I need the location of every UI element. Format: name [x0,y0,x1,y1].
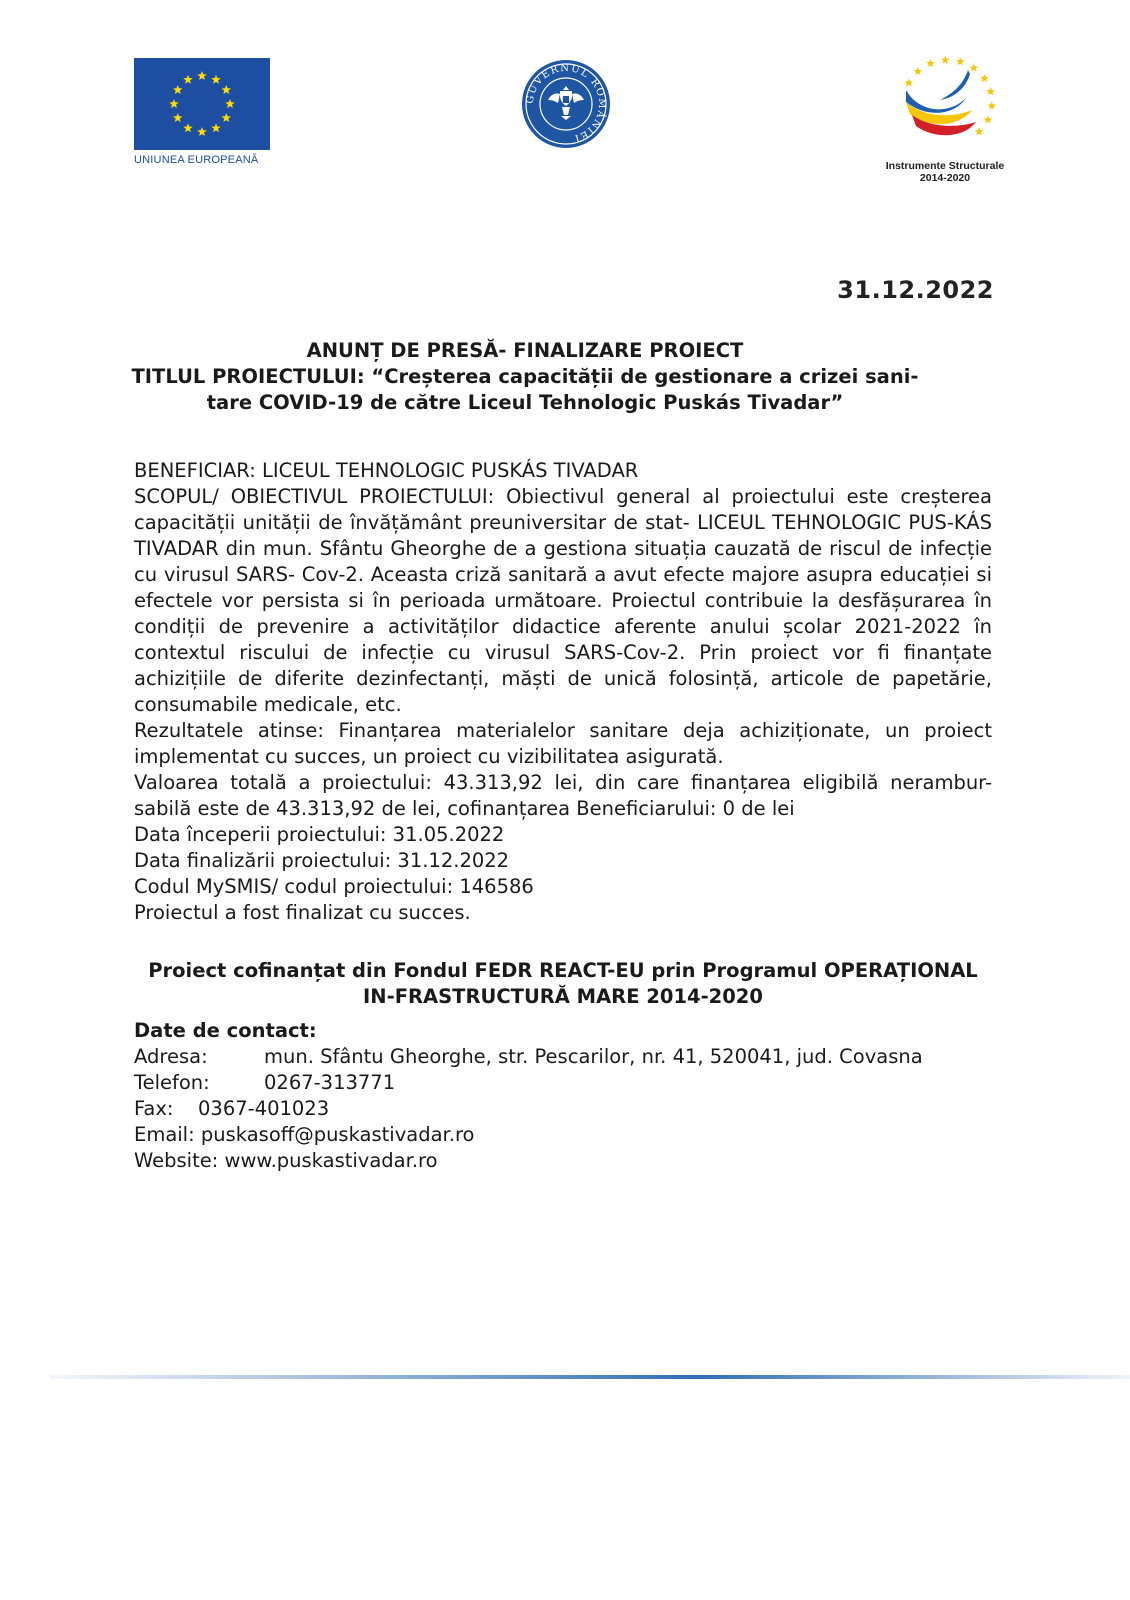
end-date-text: Data finalizării proiectului: 31.12.2022 [134,849,510,872]
press-release-title [130,338,920,416]
email-row [134,1122,992,1148]
fax-value: 0367-401023 [198,1097,330,1120]
eu-star-icon [169,99,179,108]
results-text: Rezultatele atinse: Finanțarea materialelor sanitare deja achiziționate, un proiect implementat cu succes, un proiect cu vizibilitatea asigurată. [134,719,992,768]
eu-star-icon [225,99,235,108]
is-label-line2: 2014-2020 [919,172,971,184]
website-row [134,1148,992,1174]
beneficiary-text: BENEFICIAR: LICEUL TEHNOLOGIC PUSKÁS TIVADAR [134,459,639,482]
phone-value: 0267-313771 [264,1071,396,1094]
address-value: mun. Sfântu Gheorghe, str. Pescarilor, nr. 41, 520041, jud. Covasna [264,1045,923,1068]
is-star-icon [988,101,996,109]
is-star-icon [975,127,984,135]
is-star-icon [970,64,979,72]
is-star-icon [956,57,965,65]
title-line-1: ANUNȚ DE PRESĂ- FINALIZARE PROIECT [306,339,744,362]
phone-label: Telefon: [134,1071,210,1094]
eu-stars-icon [134,58,270,150]
eu-star-icon [197,71,207,80]
is-star-icon [905,78,914,86]
is-star-icon [941,56,950,64]
website-label: Website: [134,1149,219,1172]
contact-heading: Date de contact: [134,1019,317,1042]
eu-star-icon [173,113,183,122]
eu-logo-label: UNIUNEA EUROPEANĂ [134,154,259,166]
eu-star-icon [197,127,207,136]
is-label-line1: Instrumente Structurale [885,160,1005,172]
eu-star-icon [211,75,221,84]
title-line-2: TITLUL PROIECTULUI: “Creșterea capacității de gestionare a crizei sani- [131,365,919,388]
email-link[interactable]: puskasoff@puskastivadar.ro [200,1123,475,1146]
funding-line-2: IN-FRASTRUCTURĂ MARE 2014-2020 [363,985,763,1008]
eu-star-icon [221,113,231,122]
government-seal-icon [520,58,612,150]
eu-star-icon [183,123,193,132]
is-star-icon [914,67,923,75]
project-status-text: Proiectul a fost finalizat cu succes. [134,901,471,924]
website-link[interactable]: www.puskastivadar.ro [224,1149,438,1172]
email-label: Email: [134,1123,195,1146]
eu-star-icon [173,85,183,94]
eu-star-icon [211,123,221,132]
is-star-icon [980,74,989,82]
document-date: 31.12.2022 [837,276,994,304]
footer-divider [50,1375,1130,1379]
project-details [134,458,992,926]
address-label: Adresa: [134,1045,208,1068]
eu-star-icon [221,85,231,94]
fax-row [134,1096,992,1122]
eu-star-icon [183,75,193,84]
structural-instruments-icon [896,52,996,152]
fax-label: Fax: [134,1097,174,1120]
address-row [134,1044,992,1070]
funding-line-1: Proiect cofinanțat din Fondul FEDR REACT-EU prin Programul OPERAȚIONAL [148,959,978,982]
project-code-text: Codul MySMIS/ codul proiectului: 146586 [134,875,534,898]
start-date-text: Data începerii proiectului: 31.05.2022 [134,823,505,846]
instrumente-structurale-logo [896,52,996,156]
project-value-text: Valoarea totală a proiectului: 43.313,92 lei, din care finanțarea eligibilă nerambur-sabilă este de 43.313,92 de lei, cofinanțarea Beneficiarului: 0 de lei [134,771,992,820]
government-seal-logo [520,58,612,154]
seal-text: GUVERNUL ROMÂNIEI [524,62,608,145]
funding-statement [134,958,992,1010]
eu-flag-logo [134,58,270,150]
is-star-icon [984,115,993,123]
is-star-icon [986,87,995,95]
is-star-icon [926,59,935,67]
objective-text: SCOPUL/ OBIECTIVUL PROIECTULUI: Obiectivul general al proiectului este creșterea capacității unității de învățământ preuniversitar de stat- LICEUL TEHNOLOGIC PUS-KÁS TIVADAR din mun. Sfântu Gheorghe de a gestiona situația cauzată de riscul de infecție cu virusul SARS- Cov-2. Aceasta criză sanitară a avut efecte majore asupra educației si efectele vor persista si în perioada următoare. Proiectul contribuie la desfășurarea în condiții de prevenire a activităților didactice aferente anului școlar 2021-2022 în contextul riscului de infecție cu virusul SARS-Cov-2. Prin proiect vor fi finanțate achizițiile de diferite dezinfectanți, măști de unică folosință, articole de papetărie, consumabile medicale, etc. [134,485,992,716]
title-line-3: tare COVID-19 de către Liceul Tehnologic Puskás Tivadar” [206,391,844,414]
instrumente-structurale-label [870,160,1020,184]
phone-row [134,1070,992,1096]
contact-section [134,1018,992,1174]
